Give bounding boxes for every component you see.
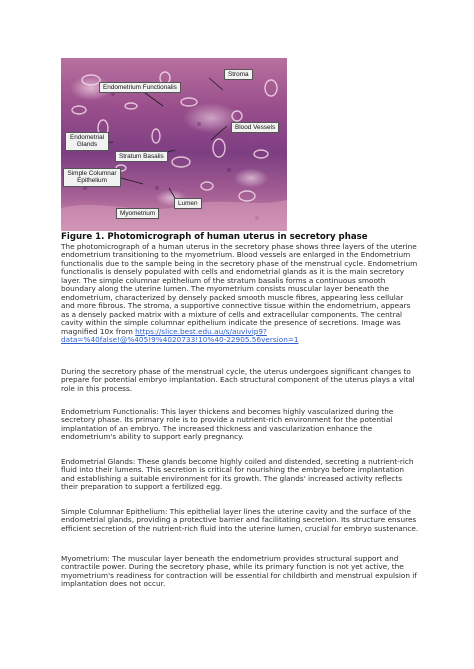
uterus-micrograph — [61, 58, 287, 231]
functionalis-paragraph: Endometrium Functionalis: This layer thickens and becomes highly vascularized during the secretory phase. Its primary role is to provide a nutrient-rich environment for the potential implantation of an embryo. The increased thickness and vascularization enhance the endometrium's ability to support early pregnancy. — [61, 407, 394, 442]
label-lumen: Lumen — [174, 198, 202, 209]
epithelium-paragraph: Simple Columnar Epithelium: This epithelial layer lines the uterine cavity and the surface of the endometrial glands, providing a protective barrier and facilitating secretion. Its structure ensures efficient secretion of the nutrient-rich fluid into the uterine lumen, crucial for embryo sustenance. — [61, 507, 419, 533]
figure-caption: Figure 1. Photomicrograph of human uterus in secretory phase — [61, 232, 368, 242]
label-blood-vessels: Blood Vessels — [231, 122, 279, 133]
glands-paragraph: Endometrial Glands: These glands become highly coiled and distended, secreting a nutrient-rich fluid into their lumens. This secretion is critical for nourishing the embryo before implantation and establishing a suitable environment for its growth. The glands' increased activity reflects their preparation to support a fertilized egg. — [61, 457, 414, 492]
label-simple-columnar-epithelium: Simple Columnar Epithelium — [63, 168, 121, 187]
label-stroma: Stroma — [224, 69, 253, 80]
label-stratum-basalis: Stratum Basalis — [115, 151, 168, 162]
label-myometrium: Myometrium — [116, 208, 159, 219]
label-endometrium-functionalis: Endometrium Functionalis — [99, 82, 181, 93]
label-endometrial-glands: Endometrial Glands — [65, 132, 109, 151]
description-paragraph — [61, 243, 419, 344]
source-link[interactable]: https://slice.best.edu.au/s/auvivip9?data=%40false!@%405!9%4020733!10%40-22905.56version=1 — [61, 326, 299, 344]
intro-paragraph: During the secretory phase of the menstrual cycle, the uterus undergoes significant changes to prepare for potential embryo implantation. Each structural component of the uterus plays a vital role in this process. — [61, 367, 415, 393]
myometrium-paragraph: Myometrium: The muscular layer beneath the endometrium provides structural support and contractile power. During the secretory phase, while its primary function is not yet active, the myometrium's readiness for contraction will be essential for childbirth and menstrual expulsion if implantation does not occur. — [61, 554, 417, 589]
description-text: The photomicrograph of a human uterus in the secretory phase shows three layers of the uterine endometrium transitioning to the myometrium. Blood vessels are enlarged in the Endometrium functionalis due to the sample being in the secretory phase of the menstrual cycle. Endometrium functionalis is densely populated with cells and endometrial glands as it is the main secretory layer. The simple columnar epithelium of the stratum basalis forms a continuous smooth boundary along the uterine lumen. The myometrium consists muscular layer beneath the endometrium, characterized by densely packed smooth muscle fibres, appearing less cellular and more fibrous. The stroma, a supportive connective tissue within the endometrium, appears as a densely packed matrix with a mixture of cells and extracellular components. The central cavity within the simple columnar epithelium indicate the presence of secretions. Image was magnified 10x from — [61, 242, 418, 336]
